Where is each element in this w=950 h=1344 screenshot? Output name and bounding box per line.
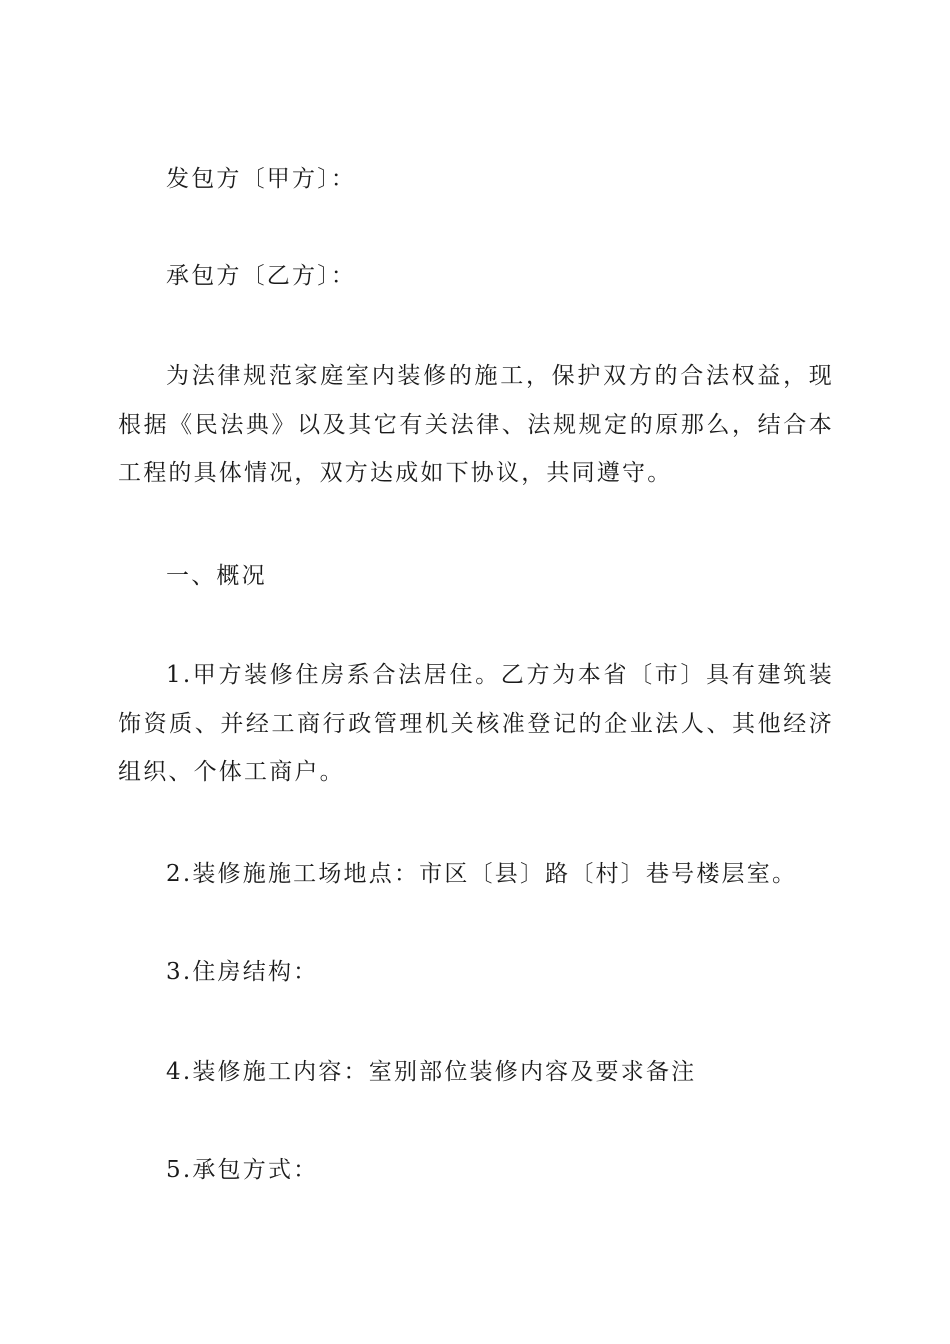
item-1-paragraph: 1.甲方装修住房系合法居住。乙方为本省〔市〕具有建筑装饰资质、并经工商行政管理机关核准登记的企业法人、其他经济组织、个体工商户。 xyxy=(118,662,834,785)
item-3-paragraph: 3.住房结构： xyxy=(166,959,319,985)
item-4-paragraph: 4.装修施工内容：室别部位装修内容及要求备注 xyxy=(166,1059,697,1085)
section-heading-overview: 一、概况 xyxy=(166,563,267,589)
item-5-paragraph: 5.承包方式： xyxy=(166,1157,319,1183)
preamble-paragraph: 为法律规范家庭室内装修的施工，保护双方的合法权益，现根据《民法典》以及其它有关法律、法规规定的原那么，结合本工程的具体情况，双方达成如下协议，共同遵守。 xyxy=(118,363,834,486)
item-2-paragraph: 2.装修施施工场地点：市区〔县〕路〔村〕巷号楼层室。 xyxy=(166,861,798,887)
party-a-line: 发包方〔甲方〕： xyxy=(166,166,357,192)
party-b-line: 承包方〔乙方〕： xyxy=(166,263,357,289)
